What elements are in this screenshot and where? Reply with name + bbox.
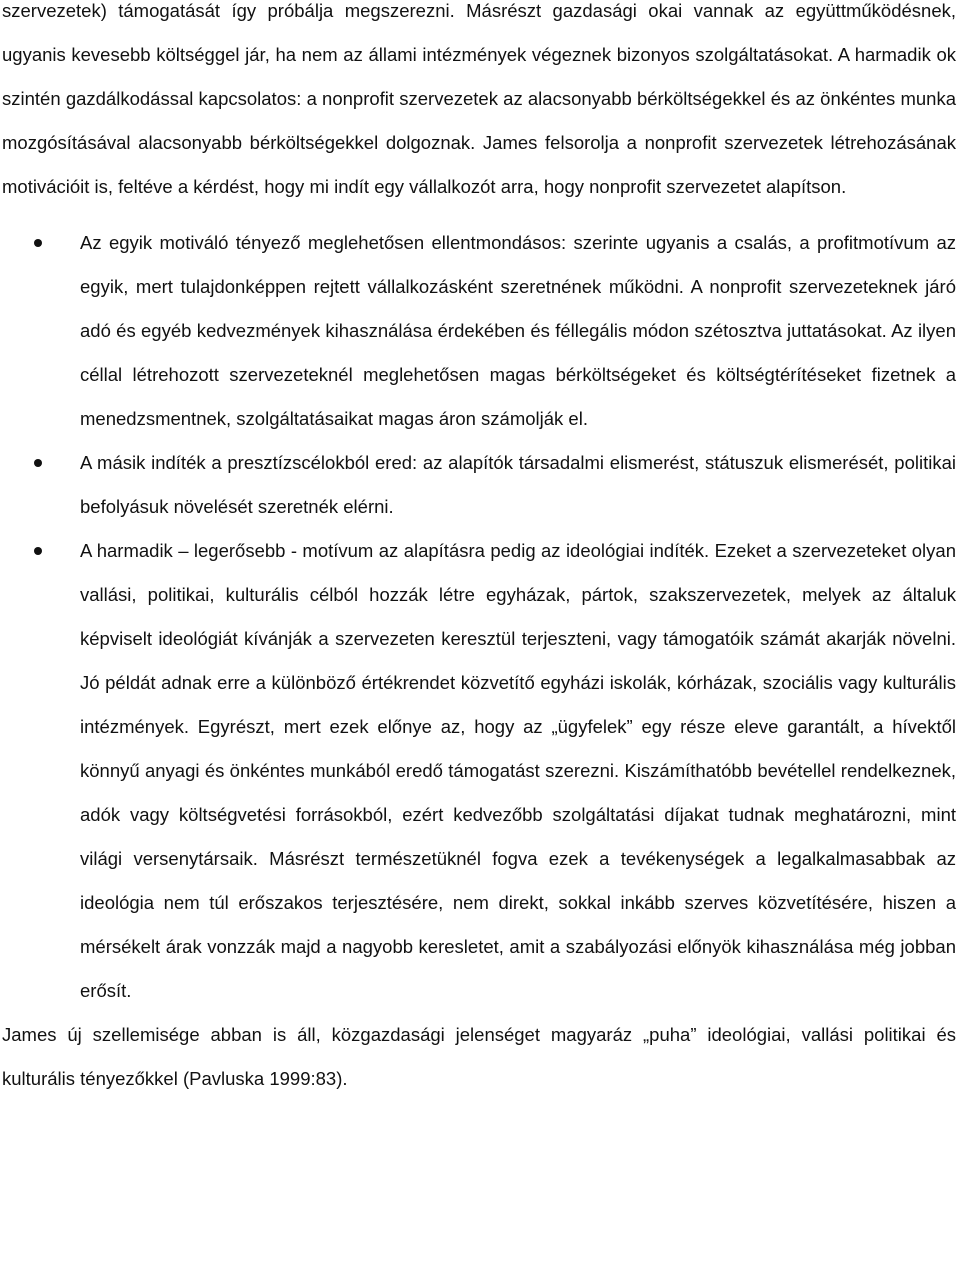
bullet-item-ideological-motive [2,529,956,1013]
closing-paragraph: James új szellemisége abban is áll, közgazdasági jelenséget magyaráz „puha” ideológiai, vallási politikai és kulturális tényezőkkel (Pavluska 1999:83). [2,1024,956,1089]
bullet-text: A másik indíték a presztízscélokból ered: az alapítók társadalmi elismerést, státuszuk elismerését, politikai befolyásuk növelését szeretnék elérni. [80,452,956,517]
bullet-item-fraud-motive [2,221,956,441]
intro-paragraph: szervezetek) támogatását így próbálja megszerezni. Másrészt gazdasági okai vannak az együttműködésnek, ugyanis kevesebb költséggel jár, ha nem az állami intézmények végeznek bizonyos szolgáltatásokat. A harmadik ok szintén gazdálkodással kapcsolatos: a nonprofit szervezetek az alacsonyabb bérköltségekkel és az önkéntes munka mozgósításával alacsonyabb bérköltségekkel dolgoznak. James felsorolja a nonprofit szervezetek létrehozásának motivációit is, feltéve a kérdést, hogy mi indít egy vállalkozót arra, hogy nonprofit szervezetet alapítson. [2,0,956,197]
bullet-text: A harmadik – legerősebb - motívum az alapításra pedig az ideológiai indíték. Ezeket a szervezeteket olyan vallási, politikai, kulturális célból hozzák létre egyházak, pártok, szakszervezetek, melyek az általuk képviselt ideológiát kívánják a szervezeten keresztül terjeszteni, vagy támogatóik számát akarják növelni. Jó példát adnak erre a különböző értékrendet közvetítő egyházi iskolák, kórházak, szociális vagy kulturális intézmények. Egyrészt, mert ezek előnye az, hogy az „ügyfelek” egy része eleve garantált, a hívektől könnyű anyagi és önkéntes munkából eredő támogatást szerezni. Kiszámíthatóbb bevétellel rendelkeznek, adók vagy költségvetési forrásokból, ezért kedvezőbb szolgáltatási díjakat tudnak meghatározni, mint világi versenytársaik. Másrészt természetüknél fogva ezek a tevékenységek a legalkalmasabbak az ideológia nem túl erőszakos terjesztésére, nem direkt, sokkal inkább szerves közvetítésére, hiszen a mérsékelt árak vonzzák majd a nagyobb keresletet, amit a szabályozási előnyök kihasználása még jobban erősít. [80,540,956,1001]
bullet-dot-icon [34,547,42,555]
bullet-dot-icon [34,459,42,467]
bullet-text: Az egyik motiváló tényező meglehetősen ellentmondásos: szerinte ugyanis a csalás, a profitmotívum az egyik, mert tulajdonképpen rejtett vállalkozásként szeretnének működni. A nonprofit szervezeteknek járó adó és egyéb kedvezmények kihasználása érdekében és féllegális módon szétosztva juttatásokat. Az ilyen céllal létrehozott szervezeteknél meglehetősen magas bérköltségeket és költségtérítéseket fizetnek a menedzsmentnek, szolgáltatásaikat magas áron számolják el. [80,232,956,429]
motivation-bullet-list [2,221,956,1013]
bullet-dot-icon [34,239,42,247]
bullet-item-prestige-motive [2,441,956,529]
